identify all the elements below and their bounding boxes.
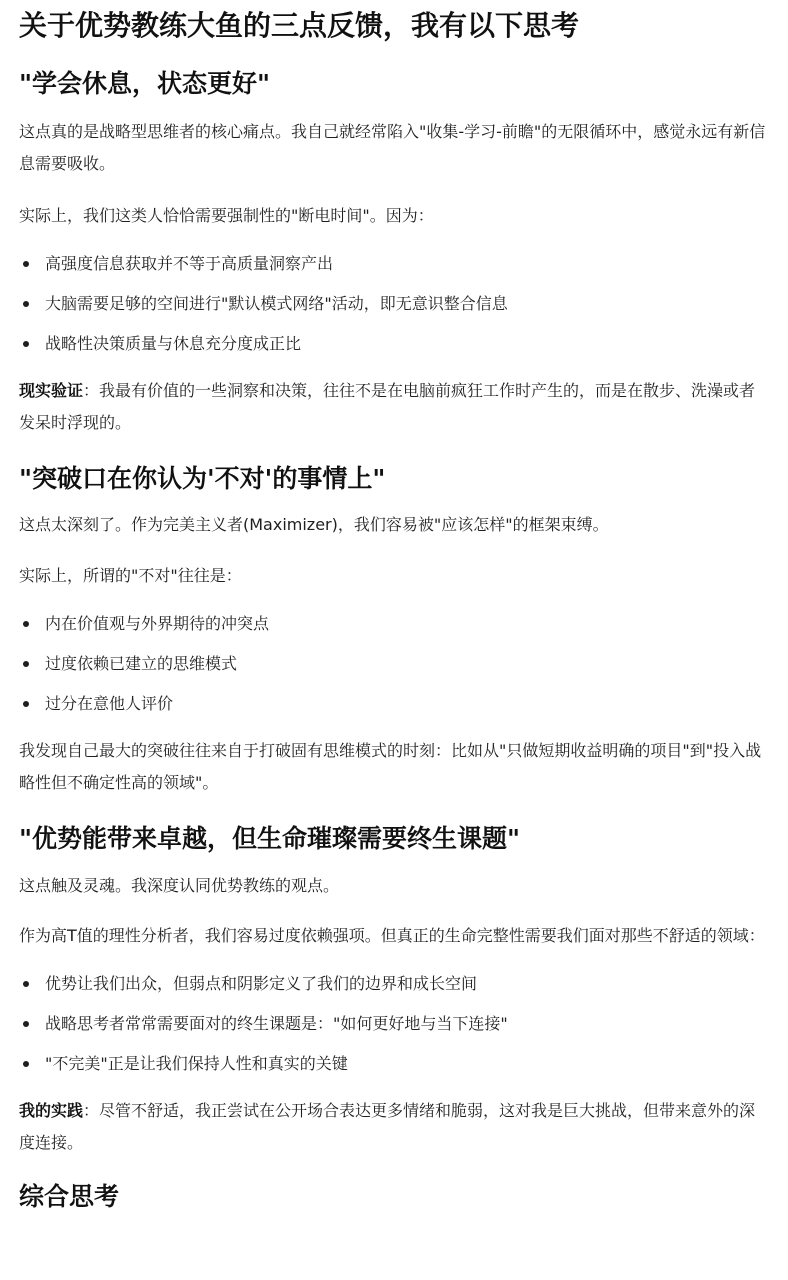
bullet-dot-icon <box>23 341 29 347</box>
paragraph-text: ：我最有价值的一些洞察和决策，往往不是在电脑前疯狂工作时产生的，而是在散步、洗澡或者发呆时浮现的。 <box>19 381 756 432</box>
list-item <box>43 284 770 324</box>
section-paragraph: 作为高T值的理性分析者，我们容易过度依赖强项。但真正的生命完整性需要我们面对那些不舒适的领域： <box>19 926 765 945</box>
section-paragraph <box>19 1095 770 1159</box>
list-item <box>43 324 770 364</box>
list-item <box>43 604 770 644</box>
bullet-list <box>19 964 770 1084</box>
list-item-text: 高强度信息获取并不等于高质量洞察产出 <box>45 254 334 273</box>
bullet-list <box>19 604 770 724</box>
bullet-dot-icon <box>23 1021 29 1027</box>
list-item <box>43 684 770 724</box>
bullet-dot-icon <box>23 261 29 267</box>
paragraph-text: ：尽管不舒适，我正尝试在公开场合表达更多情绪和脆弱，这对我是巨大挑战，但带来意外的深度连接。 <box>19 1101 756 1152</box>
section-paragraph: 实际上，所谓的"不对"往往是： <box>19 566 242 585</box>
list-item <box>43 1004 770 1044</box>
section-paragraph: 实际上，我们这类人恰恰需要强制性的"断电时间"。因为： <box>19 206 434 225</box>
list-item-text: 战略思考者常常需要面对的终生课题是："如何更好地与当下连接" <box>45 1014 508 1033</box>
emphasis-label: 现实验证 <box>19 381 84 400</box>
section-heading-rest: "学会休息，状态更好" <box>19 69 271 98</box>
list-item <box>43 244 770 284</box>
section-paragraph: 这点太深刻了。作为完美主义者(Maximizer)，我们容易被"应该怎样"的框架束缚。 <box>19 515 609 534</box>
bullet-dot-icon <box>23 301 29 307</box>
list-item <box>43 1044 770 1084</box>
section-paragraph: 这点触及灵魂。我深度认同优势教练的观点。 <box>19 876 340 895</box>
section-paragraph <box>19 375 770 439</box>
bullet-list <box>19 244 770 364</box>
list-item <box>43 964 770 1004</box>
bullet-dot-icon <box>23 981 29 987</box>
section-heading-breakthrough: "突破口在你认为'不对'的事情上" <box>19 464 386 493</box>
list-item-text: 内在价值观与外界期待的冲突点 <box>45 614 270 633</box>
section-heading-strengths: "优势能带来卓越，但生命璀璨需要终生课题" <box>19 824 521 853</box>
section-paragraph: 我发现自己最大的突破往往来自于打破固有思维模式的时刻：比如从"只做短期收益明确的项目"到"投入战略性但不确定性高的领域"。 <box>19 741 762 792</box>
list-item-text: 战略性决策质量与休息充分度成正比 <box>45 334 302 353</box>
bullet-dot-icon <box>23 661 29 667</box>
list-item-text: 过度依赖已建立的思维模式 <box>45 654 238 673</box>
bullet-dot-icon <box>23 1061 29 1067</box>
list-item-text: 过分在意他人评价 <box>45 694 174 713</box>
list-item-text: 大脑需要足够的空间进行"默认模式网络"活动，即无意识整合信息 <box>45 294 508 313</box>
bullet-dot-icon <box>23 701 29 707</box>
list-item-text: 优势让我们出众，但弱点和阴影定义了我们的边界和成长空间 <box>45 974 478 993</box>
section-paragraph: 这点真的是战略型思维者的核心痛点。我自己就经常陷入"收集-学习-前瞻"的无限循环中，感觉永远有新信息需要吸收。 <box>19 122 766 173</box>
bullet-dot-icon <box>23 621 29 627</box>
section-heading-summary: 综合思考 <box>19 1182 120 1211</box>
list-item-text: "不完美"正是让我们保持人性和真实的关键 <box>45 1054 348 1073</box>
page-title: 关于优势教练大鱼的三点反馈，我有以下思考 <box>19 9 580 42</box>
emphasis-label: 我的实践 <box>19 1101 84 1120</box>
list-item <box>43 644 770 684</box>
